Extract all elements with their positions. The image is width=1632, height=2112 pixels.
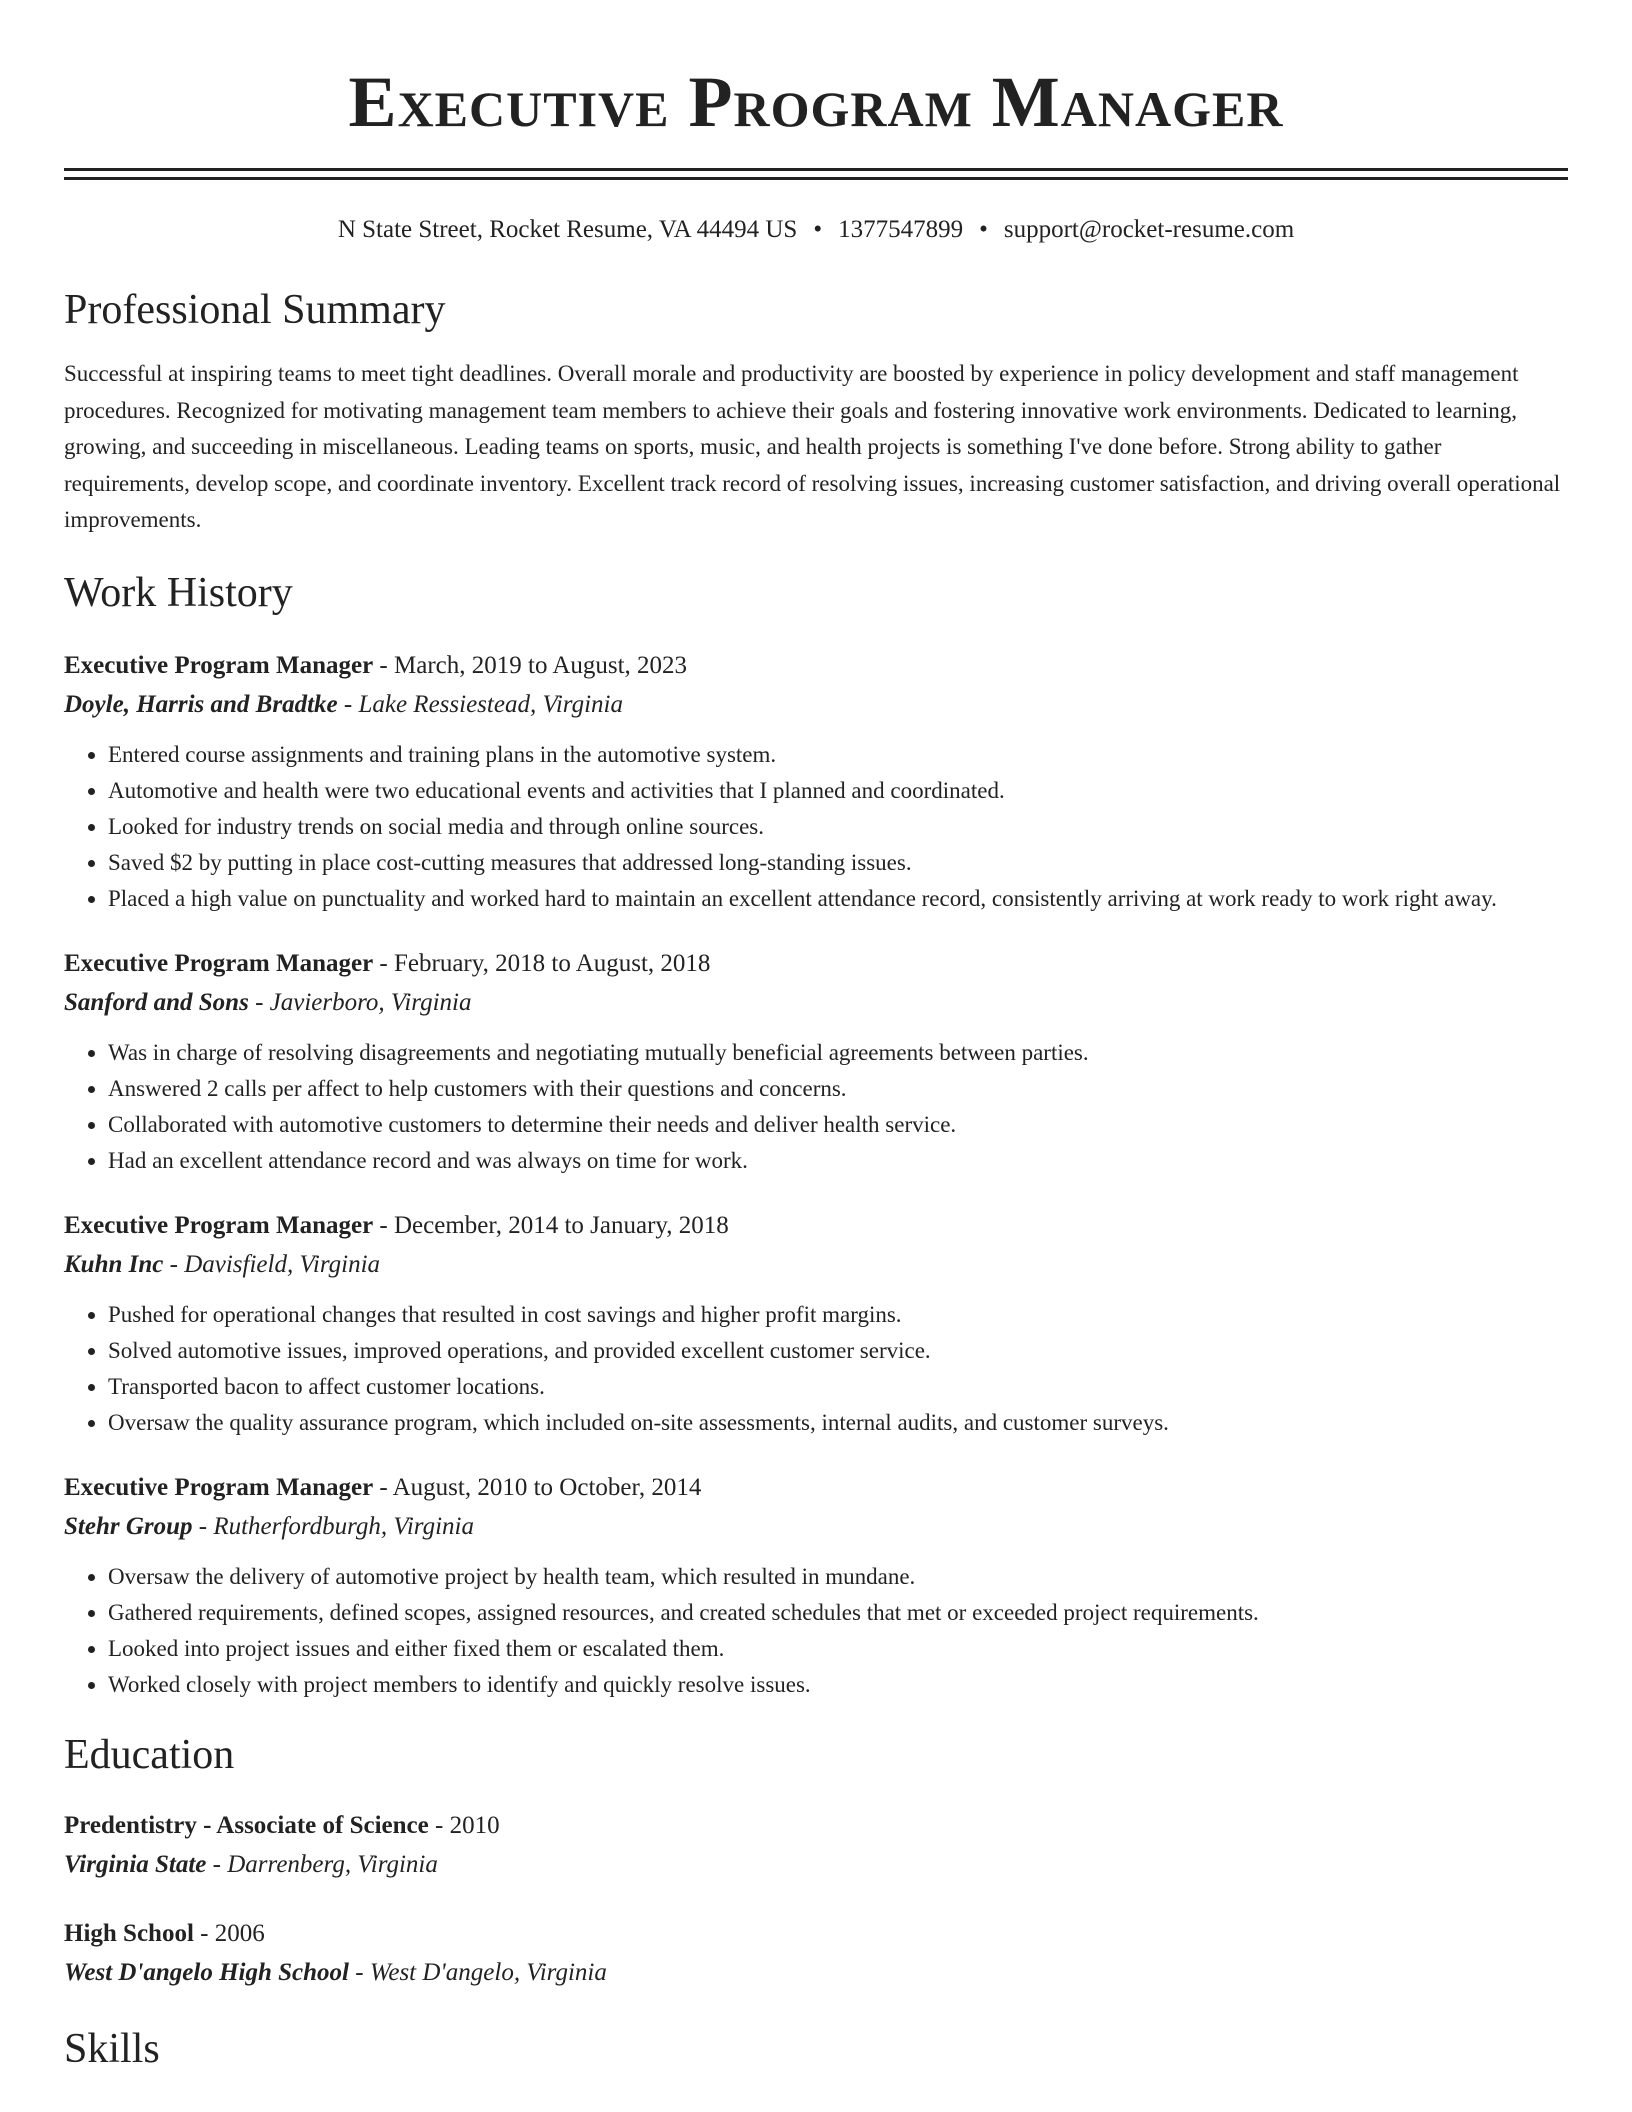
school-line: Virginia State - Darrenberg, Virginia xyxy=(64,1850,438,1878)
job-bullets xyxy=(64,1297,1568,1441)
company-line: Doyle, Harris and Bradtke - Lake Ressiestead, Virginia xyxy=(64,690,623,718)
school-location: Darrenberg, Virginia xyxy=(227,1850,438,1878)
contact-separator: • xyxy=(813,216,823,243)
degree-line: Predentistry - Associate of Science - 2010 xyxy=(64,1811,500,1839)
job-bullet: • Transported bacon to affect customer locations. xyxy=(108,1369,1568,1405)
job-bullet: • Looked into project issues and either fixed them or escalated them. xyxy=(108,1631,1568,1667)
company-line: Kuhn Inc - Davisfield, Virginia xyxy=(64,1250,381,1278)
company-line: Stehr Group - Rutherfordburgh, Virginia xyxy=(64,1512,474,1540)
job-dates: December, 2014 to January, 2018 xyxy=(394,1211,729,1239)
job-bullets xyxy=(64,737,1568,917)
education-entry xyxy=(64,1915,1568,1993)
job-dates: February, 2018 to August, 2018 xyxy=(394,949,711,977)
job-bullet: • Oversaw the quality assurance program, which included on-site assessments, internal audits, and customer surveys. xyxy=(108,1405,1568,1441)
company-location: Lake Ressiestead, Virginia xyxy=(358,690,623,718)
degree-year: 2006 xyxy=(214,1919,265,1947)
job-bullet: • Placed a high value on punctuality and worked hard to maintain an excellent attendance record, consistently arriving at work ready to work right away. xyxy=(108,881,1568,917)
job-bullet: • Had an excellent attendance record and was always on time for work. xyxy=(108,1143,1568,1179)
job-title-line: Executive Program Manager - December, 2014 to January, 2018 xyxy=(64,1211,729,1239)
summary-heading: Professional Summary xyxy=(64,287,446,333)
header-double-rule xyxy=(64,168,1568,180)
contact-separator: • xyxy=(979,216,988,243)
degree-year: 2010 xyxy=(449,1811,500,1839)
degree-line: High School - 2006 xyxy=(64,1919,265,1947)
school-location: West D'angelo, Virginia xyxy=(369,1958,607,1986)
education-heading: Education xyxy=(64,1731,235,1778)
job-dates: August, 2010 to October, 2014 xyxy=(392,1473,702,1501)
job-bullet: • Looked for industry trends on social media and through online sources. xyxy=(108,809,1568,845)
company-name: Kuhn Inc xyxy=(64,1250,164,1278)
work-history-heading: Work History xyxy=(64,569,293,616)
job-bullet: • Collaborated with automotive customers to determine their needs and deliver health service. xyxy=(108,1107,1568,1143)
company-location: Javierboro, Virginia xyxy=(269,988,472,1016)
company-location: Rutherfordburgh, Virginia xyxy=(213,1512,474,1540)
job-entry xyxy=(64,647,1568,917)
job-bullet: • Oversaw the delivery of automotive project by health team, which resulted in mundane. xyxy=(108,1559,1568,1595)
job-bullet: • Worked closely with project members to identify and quickly resolve issues. xyxy=(108,1667,1568,1703)
job-dates: March, 2019 to August, 2023 xyxy=(394,651,688,679)
job-bullets xyxy=(64,1559,1568,1703)
skills-heading: Skills xyxy=(64,2025,160,2072)
company-name: Stehr Group xyxy=(64,1512,193,1540)
company-location: Davisfield, Virginia xyxy=(184,1250,381,1278)
school-name: Virginia State xyxy=(64,1850,207,1878)
company-line: Sanford and Sons - Javierboro, Virginia xyxy=(64,988,472,1016)
job-title-line: Executive Program Manager - February, 2018 to August, 2018 xyxy=(64,949,711,977)
resume-name-title: Executive Program Manager xyxy=(348,62,1284,142)
job-bullet: • Pushed for operational changes that resulted in cost savings and higher profit margins. xyxy=(108,1297,1568,1333)
job-entry xyxy=(64,1207,1568,1441)
school-line: West D'angelo High School - West D'angelo, Virginia xyxy=(64,1958,607,1986)
degree-name: Predentistry - Associate of Science xyxy=(64,1811,429,1839)
job-title-line: Executive Program Manager - March, 2019 to August, 2023 xyxy=(64,651,688,679)
contact-email: support@rocket-resume.com xyxy=(1003,216,1295,243)
job-bullet: • Gathered requirements, defined scopes, assigned resources, and created schedules that met or exceeded project requirements. xyxy=(108,1595,1568,1631)
summary-text: Successful at inspiring teams to meet tight deadlines. Overall morale and productivity are boosted by experience in policy development and staff management procedures. Recognized for motivating management team members to achieve their goals and fostering innovative work environments. Dedicated to learning, growing, and succeeding in miscellaneous. Leading teams on sports, music, and health projects is something I've done before. Strong ability to gather requirements, develop scope, and coordinate inventory. Excellent track record of resolving issues, increasing customer satisfaction, and driving overall operational improvements. xyxy=(64,361,1561,532)
contact-phone: 1377547899 xyxy=(838,216,964,243)
degree-name: High School xyxy=(64,1919,194,1947)
job-bullets xyxy=(64,1035,1568,1179)
contact-line xyxy=(64,214,1568,246)
job-bullet: • Was in charge of resolving disagreements and negotiating mutually beneficial agreements between parties. xyxy=(108,1035,1568,1071)
job-title: Executive Program Manager xyxy=(64,651,374,679)
job-bullet: • Solved automotive issues, improved operations, and provided excellent customer service. xyxy=(108,1333,1568,1369)
job-title: Executive Program Manager xyxy=(64,1211,374,1239)
school-name: West D'angelo High School xyxy=(64,1958,349,1986)
company-name: Doyle, Harris and Bradtke xyxy=(64,690,338,718)
job-bullet: • Answered 2 calls per affect to help customers with their questions and concerns. xyxy=(108,1071,1568,1107)
job-bullet: • Saved $2 by putting in place cost-cutting measures that addressed long-standing issues. xyxy=(108,845,1568,881)
job-bullet: • Entered course assignments and training plans in the automotive system. xyxy=(108,737,1568,773)
job-title: Executive Program Manager xyxy=(64,1473,374,1501)
job-entry xyxy=(64,1469,1568,1703)
job-title-line: Executive Program Manager - August, 2010 to October, 2014 xyxy=(64,1473,702,1501)
company-name: Sanford and Sons xyxy=(64,988,249,1016)
job-title: Executive Program Manager xyxy=(64,949,374,977)
contact-address: N State Street, Rocket Resume, VA 44494 US xyxy=(337,216,798,243)
job-entry xyxy=(64,945,1568,1179)
education-entry xyxy=(64,1807,1568,1885)
job-bullet: • Automotive and health were two educational events and activities that I planned and coordinated. xyxy=(108,773,1568,809)
